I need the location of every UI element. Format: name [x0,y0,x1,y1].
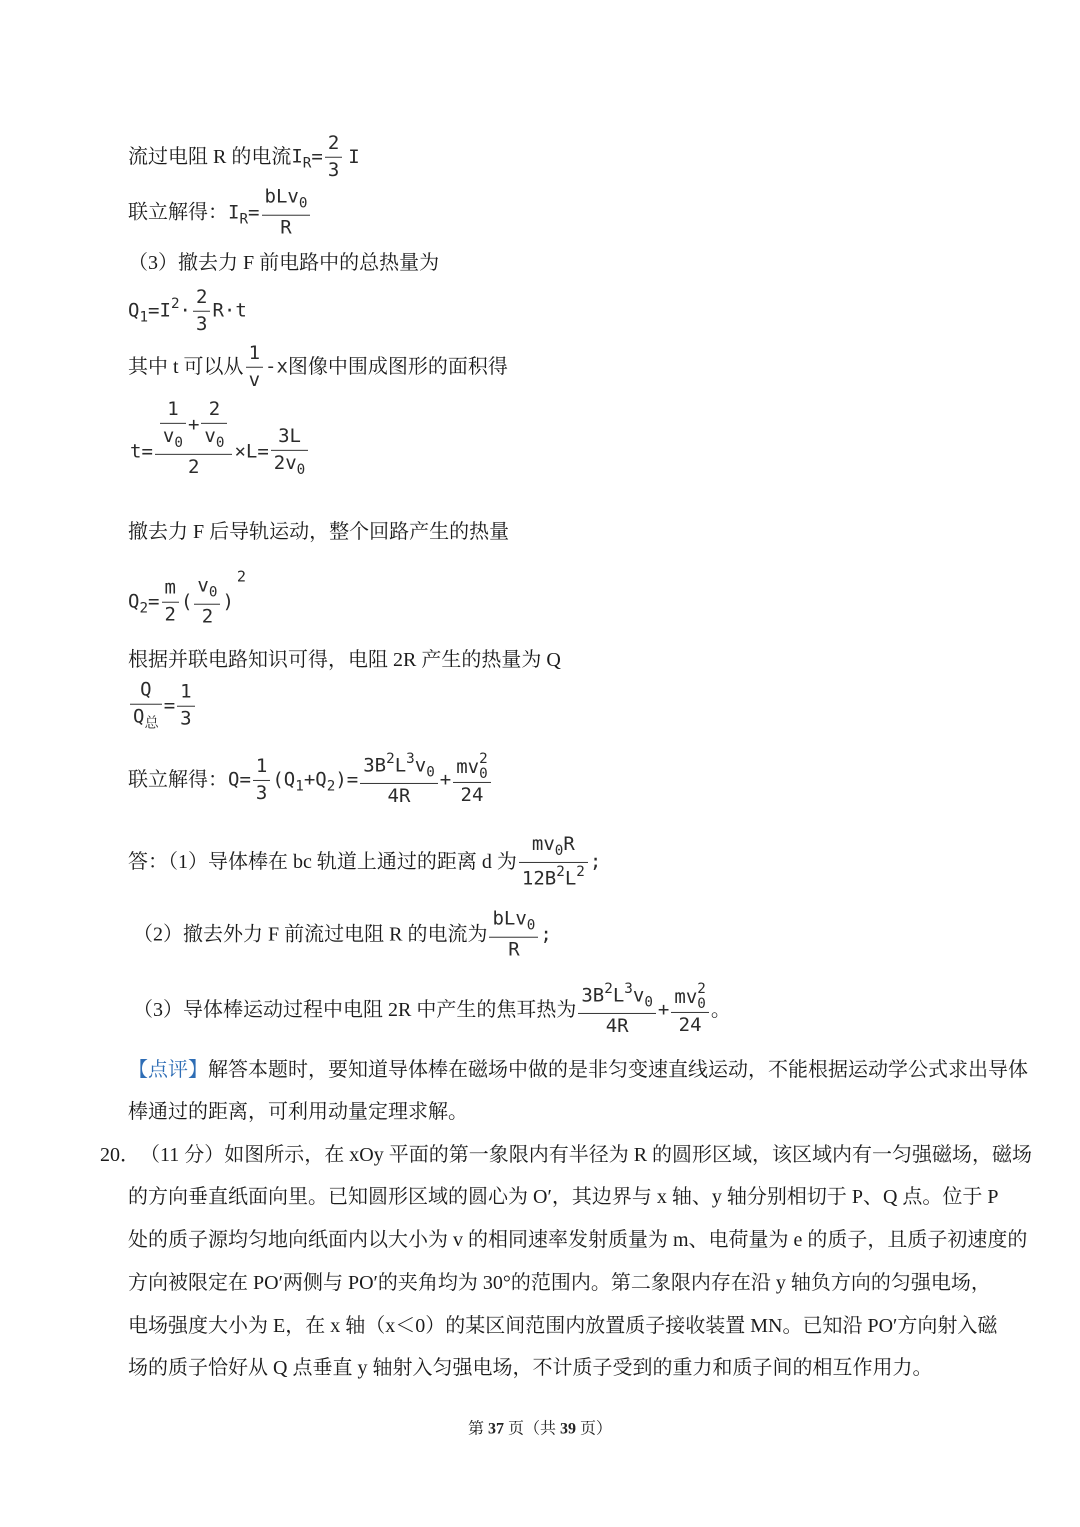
line-heat-after [128,519,509,545]
fraction [489,908,538,963]
line-solve-heat [128,751,493,809]
formula-subscript: 1 [139,309,149,326]
formula-paren: ) [222,590,234,613]
line-resistor-current [128,132,360,183]
footer-text: 页（共 [503,1420,560,1438]
fraction-denominator: R [508,938,520,961]
fraction [155,398,233,506]
fraction [246,342,263,393]
problem-text: 方向被限定在 PO′两侧与 PO′的夹角均为 30°的范围内。第二象限内存在沿 y 轴负方向的匀强电场， [128,1272,991,1294]
formula-superscript: 2 [556,863,565,880]
formula-operator: + [657,998,670,1021]
formula-symbol: L= [245,440,269,463]
fraction-denominator: 3 [327,158,340,181]
fraction-numerator [262,186,311,216]
line-text: 联立解得： [128,201,228,224]
formula-subscript: 0 [644,994,653,1011]
formula-supsub [697,982,706,1011]
fraction [160,398,186,453]
fraction [194,575,220,630]
fraction [193,286,210,337]
formula-symbol: I [291,145,303,168]
formula-symbol: Q [128,590,140,613]
line-text: （3）导体棒运动过程中电阻 2R 中产生的焦耳热为 [133,999,577,1021]
formula-subscript: 0 [215,434,225,451]
review-comment [128,1057,1028,1083]
formula-symbol: v [632,984,645,1007]
formula-symbol: v [414,754,427,777]
formula-distance [517,833,601,891]
line-text: 联立解得： [128,769,228,791]
formula-operator: + [439,768,452,791]
problem-20-line-5 [128,1313,997,1339]
formula-superscript: 2 [386,750,395,767]
fraction-denominator [130,704,162,733]
formula-symbol: bLv [264,185,299,208]
review-tag: 【点评】 [128,1059,208,1081]
problem-text: 的方向垂直纸面向里。已知圆形区域的圆心为 O′，其边界与 x 轴、y 轴分别相切于 P、Q 点。位于 P [128,1186,999,1208]
fraction [253,755,270,806]
fraction-denominator: 2 [164,603,176,626]
line-q2-formula [128,567,247,630]
fraction-numerator [578,981,656,1014]
formula-symbol: 3B [363,754,387,777]
formula-graph-axes [244,342,288,393]
fraction-denominator: 2 [201,605,214,628]
fraction [271,425,308,480]
problem-text: 场的质子恰好从 Q 点垂直 y 轴射入匀强电场，不计质子受到的重力和质子间的相互作用力。 [128,1357,933,1379]
fraction-numerator: 1 [160,398,186,424]
formula-subscript: 0 [554,842,564,859]
fraction-denominator: R [280,216,292,239]
formula-current-result [228,186,312,241]
fraction [519,833,588,891]
line-text: 解答本题时，要知道导体棒在磁场中做的是非匀变速直线运动，不能根据运动学公式求出导体 [208,1059,1028,1081]
fraction-denominator: 3 [195,312,208,335]
formula-superscript: 3 [624,980,633,997]
formula-joule-heat [576,981,711,1039]
formula-operator: = [148,590,160,613]
formula-operator: = [248,201,260,224]
formula-operator: = [163,694,176,717]
formula-symbol: R·t [212,299,247,322]
line-text: 流过电阻 R 的电流 [128,146,292,168]
formula-superscript: 2 [697,981,706,998]
formula-subscript: 0 [296,461,306,478]
formula-symbol: I [348,145,360,168]
formula-symbol: Q [133,705,145,728]
formula-heat-ratio [128,679,197,734]
problem-20-line-6 [128,1355,932,1381]
formula-superscript: 2 [576,863,585,880]
line-answer-3 [133,981,731,1039]
formula-symbol: t= [130,440,153,463]
fraction-numerator: 2 [325,132,342,158]
formula-subscript: 0 [208,584,218,601]
formula-operator: × [234,440,246,463]
formula-operator: = [311,145,323,168]
line-parallel-circuit [128,647,561,673]
line-text: 棒通过的距离，可利用动量定理求解。 [128,1101,468,1123]
fraction-numerator: 1 [246,342,263,368]
formula-symbol: mv [531,832,555,855]
formula-symbol: L [394,754,407,777]
line-text: 其中 t 可以从 [128,356,244,378]
fraction-denominator [519,863,588,891]
fraction-numerator [453,752,490,783]
fraction-numerator [519,833,588,863]
fraction [201,398,227,453]
formula-symbol: L [564,867,577,890]
line-solve-current [128,186,312,241]
line-total-heat-before [128,250,439,276]
formula-subscript: 2 [326,778,336,795]
formula-symbol: Q= [228,768,251,791]
problem-20-line-3 [128,1227,1027,1253]
formula-symbol: (Q [272,768,296,791]
formula-symbol: -x [265,355,288,378]
fraction-denominator [271,450,308,479]
fraction-numerator: m [162,577,179,603]
page-total: 39 [560,1420,576,1438]
formula-symbol: mv [674,986,698,1009]
line-answer-2 [133,908,552,963]
formula-symbol: v [162,424,175,447]
formula-symbol: =I [148,299,171,322]
formula-symbol: L [612,984,625,1007]
formula-symbol: v [197,574,209,597]
line-punctuation: 。 [710,999,731,1021]
problem-text: （11 分）如图所示，在 xOy 平面的第一象限内有半径为 R 的圆形区域，该区域内有一匀强磁场，磁场 [140,1144,1033,1166]
line-text: 答：（1）导体棒在 bc 轨道上通过的距离 d 为 [128,851,517,873]
formula-subscript: 0 [174,434,183,451]
formula-symbol: 3B [581,984,605,1007]
line-text: （3）撤去力 F 前电路中的总热量为 [128,252,440,274]
fraction [671,982,708,1037]
formula-q2 [128,567,247,630]
problem-text: 处的质子源均匀地向纸面内以大小为 v 的相同速率发射质量为 m、电荷量为 e 的质子，且质子初速度的 [128,1229,1028,1251]
fraction-numerator [155,398,233,455]
line-q1-formula [128,286,247,337]
formula-superscript: 2 [170,295,180,312]
formula-superscript: 3 [406,750,415,767]
fraction [262,186,311,241]
formula-symbol: 2v [273,451,297,474]
formula-subscript: 0 [526,917,536,934]
footer-text: 页） [576,1420,613,1438]
formula-symbol: mv [456,756,480,779]
formula-subscript: 0 [298,195,308,212]
fraction-numerator: Q [130,679,162,705]
formula-resistor-current [291,132,359,183]
fraction-denominator: 2 [187,455,200,478]
fraction-denominator [201,424,227,453]
line-text: 图像中围成图形的面积得 [287,356,508,378]
formula-time [130,398,310,506]
fraction-numerator: 3L [271,425,308,451]
formula-subscript: R [302,155,312,172]
formula-supsub [479,752,488,781]
formula-symbol: I [228,201,240,224]
line-time-from-graph [128,342,508,393]
formula-superscript: 2 [604,980,613,997]
formula-symbol: +Q [303,768,327,791]
page-number: 37 [487,1420,504,1438]
problem-20-line-2 [128,1184,999,1210]
line-text: 根据并联电路知识可得，电阻 2R 产生的热量为 Q [128,649,561,671]
formula-subscript: 0 [479,765,488,782]
formula-subscript: 0 [426,764,435,781]
fraction [162,577,179,628]
fraction-denominator [160,424,186,453]
formula-symbol: Q [128,299,140,322]
fraction-denominator: 24 [460,783,484,806]
line-text: 撤去力 F 后导轨运动，整个回路产生的热量 [128,521,510,543]
fraction-numerator: 2 [201,398,227,424]
line-answer-1 [128,833,601,891]
line-heat-ratio [128,679,197,734]
fraction-denominator: 4R [387,785,411,808]
formula-subscript: 1 [295,778,304,795]
formula-subscript: 总 [144,715,159,732]
formula-symbol: R [563,832,575,855]
formula-q1 [128,286,247,337]
fraction-denominator: 3 [255,781,268,804]
fraction [453,752,490,807]
fraction-denominator: 24 [678,1013,702,1036]
review-comment-continued [128,1099,468,1125]
formula-punctuation: ; [540,923,552,946]
fraction [130,679,162,734]
formula-symbol: bLv [492,907,527,930]
fraction-numerator [194,575,220,605]
fraction-numerator [671,982,708,1013]
fraction-numerator [360,751,438,784]
formula-superscript: 2 [236,567,247,586]
page-footer [0,1416,1080,1439]
formula-symbol: v [204,424,216,447]
fraction-denominator: 4R [605,1015,629,1038]
problem-20-line-4 [128,1270,991,1296]
formula-operator: + [187,413,200,436]
formula-heat-result [228,751,493,809]
fraction-numerator: 2 [193,286,210,312]
formula-symbol: 12B [521,867,557,890]
fraction-denominator: 3 [180,707,192,730]
formula-current-answer [487,908,551,963]
fraction [360,751,438,809]
fraction-numerator: 1 [253,755,270,781]
formula-subscript: R [239,211,249,228]
problem-text: 电场强度大小为 E，在 x 轴（x＜0）的某区间范围内放置质子接收装置 MN。已知沿 PO′方向射入磁 [128,1315,998,1337]
formula-superscript: 2 [479,751,488,768]
formula-subscript: 0 [697,995,706,1012]
fraction-denominator: v [248,368,261,391]
problem-number: 20． [100,1144,140,1166]
fraction-numerator: 1 [177,681,194,707]
fraction [325,132,342,183]
line-text: （2）撤去外力 F 前流过电阻 R 的电流为 [133,923,488,946]
formula-subscript: 2 [139,600,149,617]
problem-20-line-1 [100,1142,1032,1168]
formula-operator: · [179,299,191,322]
fraction [578,981,656,1039]
fraction-numerator [489,908,538,938]
formula-symbol: )= [335,768,359,791]
line-time-formula [130,398,310,506]
formula-paren: ( [180,590,193,613]
fraction [177,681,194,732]
footer-text: 第 [467,1420,488,1438]
formula-punctuation: ; [589,850,602,873]
